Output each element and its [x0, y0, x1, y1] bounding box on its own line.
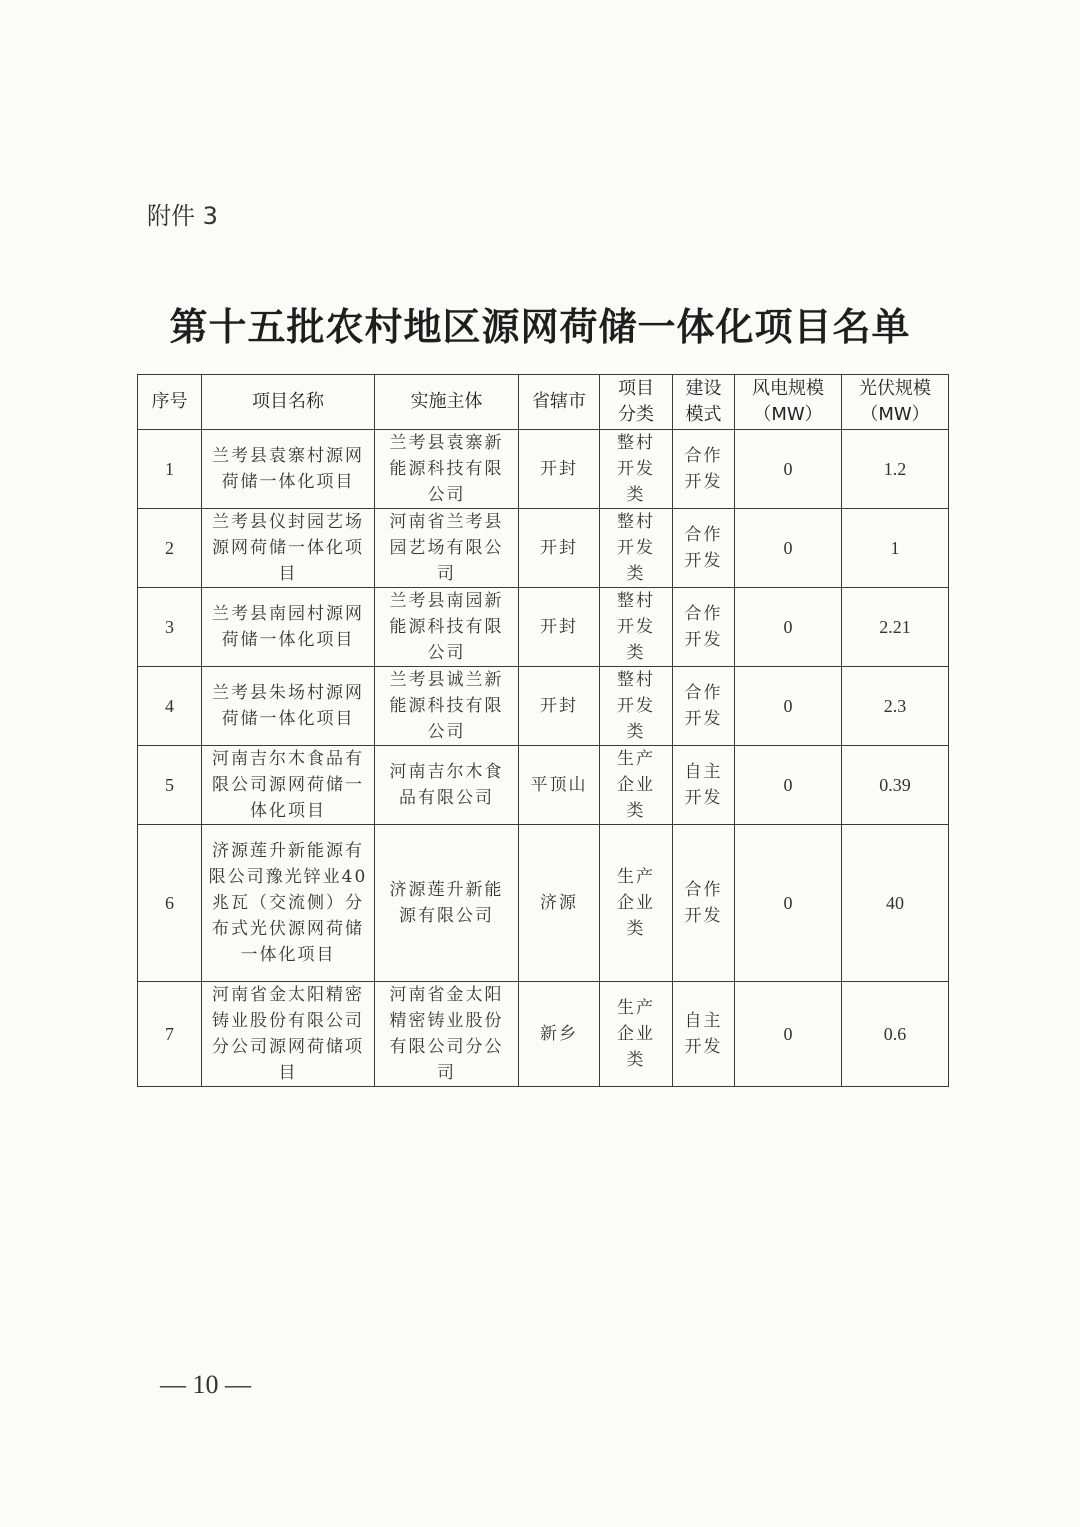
- cell-project-name: 兰考县袁寨村源网荷储一体化项目: [202, 430, 375, 509]
- cell-wind: 0: [735, 430, 842, 509]
- cell-project-name: 河南吉尔木食品有限公司源网荷储一体化项目: [202, 746, 375, 825]
- cell-pv: 40: [842, 825, 949, 982]
- table-row: [138, 825, 949, 982]
- cell-implementer: 济源莲升新能源有限公司: [375, 825, 519, 982]
- cell-index: 1: [138, 430, 202, 509]
- cell-pv: 1: [842, 509, 949, 588]
- header-category: 项目分类: [600, 375, 673, 430]
- cell-implementer: 兰考县诚兰新能源科技有限公司: [375, 667, 519, 746]
- cell-implementer: 河南省兰考县园艺场有限公司: [375, 509, 519, 588]
- cell-mode: 合作开发: [673, 509, 735, 588]
- header-project-name: 项目名称: [202, 375, 375, 430]
- cell-project-name: 兰考县朱场村源网荷储一体化项目: [202, 667, 375, 746]
- cell-wind: 0: [735, 667, 842, 746]
- cell-project-name: 河南省金太阳精密铸业股份有限公司分公司源网荷储项目: [202, 982, 375, 1087]
- header-pv: 光伏规模（MW）: [842, 375, 949, 430]
- cell-city: 平顶山: [519, 746, 600, 825]
- cell-implementer: 兰考县袁寨新能源科技有限公司: [375, 430, 519, 509]
- cell-mode: 合作开发: [673, 588, 735, 667]
- cell-project-name: 兰考县仪封园艺场源网荷储一体化项目: [202, 509, 375, 588]
- table-row: [138, 509, 949, 588]
- attachment-label: 附件 3: [147, 202, 218, 230]
- header-wind: 风电规模（MW）: [735, 375, 842, 430]
- document-title: 第十五批农村地区源网荷储一体化项目名单: [169, 304, 911, 349]
- cell-city: 开封: [519, 430, 600, 509]
- table-row: [138, 430, 949, 509]
- cell-project-name: 兰考县南园村源网荷储一体化项目: [202, 588, 375, 667]
- cell-category: 整村开发类: [600, 509, 673, 588]
- cell-city: 开封: [519, 667, 600, 746]
- cell-implementer: 河南省金太阳精密铸业股份有限公司分公司: [375, 982, 519, 1087]
- cell-category: 整村开发类: [600, 667, 673, 746]
- cell-mode: 合作开发: [673, 667, 735, 746]
- cell-category: 整村开发类: [600, 430, 673, 509]
- header-index: 序号: [138, 375, 202, 430]
- cell-project-name: 济源莲升新能源有限公司豫光锌业40兆瓦（交流侧）分布式光伏源网荷储一体化项目: [202, 825, 375, 982]
- cell-wind: 0: [735, 746, 842, 825]
- cell-pv: 0.39: [842, 746, 949, 825]
- cell-wind: 0: [735, 982, 842, 1087]
- cell-index: 2: [138, 509, 202, 588]
- page-number: — 10 —: [160, 1370, 251, 1399]
- cell-implementer: 河南吉尔木食品有限公司: [375, 746, 519, 825]
- cell-mode: 合作开发: [673, 825, 735, 982]
- cell-pv: 2.21: [842, 588, 949, 667]
- cell-wind: 0: [735, 509, 842, 588]
- cell-category: 生产企业类: [600, 746, 673, 825]
- table-row: [138, 588, 949, 667]
- cell-index: 6: [138, 825, 202, 982]
- cell-wind: 0: [735, 825, 842, 982]
- header-implementer: 实施主体: [375, 375, 519, 430]
- cell-city: 开封: [519, 509, 600, 588]
- cell-index: 5: [138, 746, 202, 825]
- project-list-table: [137, 374, 949, 1087]
- cell-city: 开封: [519, 588, 600, 667]
- cell-category: 生产企业类: [600, 982, 673, 1087]
- cell-city: 济源: [519, 825, 600, 982]
- cell-index: 3: [138, 588, 202, 667]
- table-row: [138, 746, 949, 825]
- cell-city: 新乡: [519, 982, 600, 1087]
- cell-pv: 2.3: [842, 667, 949, 746]
- cell-mode: 合作开发: [673, 430, 735, 509]
- cell-mode: 自主开发: [673, 746, 735, 825]
- cell-implementer: 兰考县南园新能源科技有限公司: [375, 588, 519, 667]
- table-row: [138, 667, 949, 746]
- cell-pv: 1.2: [842, 430, 949, 509]
- cell-pv: 0.6: [842, 982, 949, 1087]
- cell-index: 7: [138, 982, 202, 1087]
- table-row: [138, 982, 949, 1087]
- cell-category: 整村开发类: [600, 588, 673, 667]
- cell-mode: 自主开发: [673, 982, 735, 1087]
- cell-wind: 0: [735, 588, 842, 667]
- cell-index: 4: [138, 667, 202, 746]
- header-city: 省辖市: [519, 375, 600, 430]
- table-header-row: [138, 375, 949, 430]
- cell-category: 生产企业类: [600, 825, 673, 982]
- header-mode: 建设模式: [673, 375, 735, 430]
